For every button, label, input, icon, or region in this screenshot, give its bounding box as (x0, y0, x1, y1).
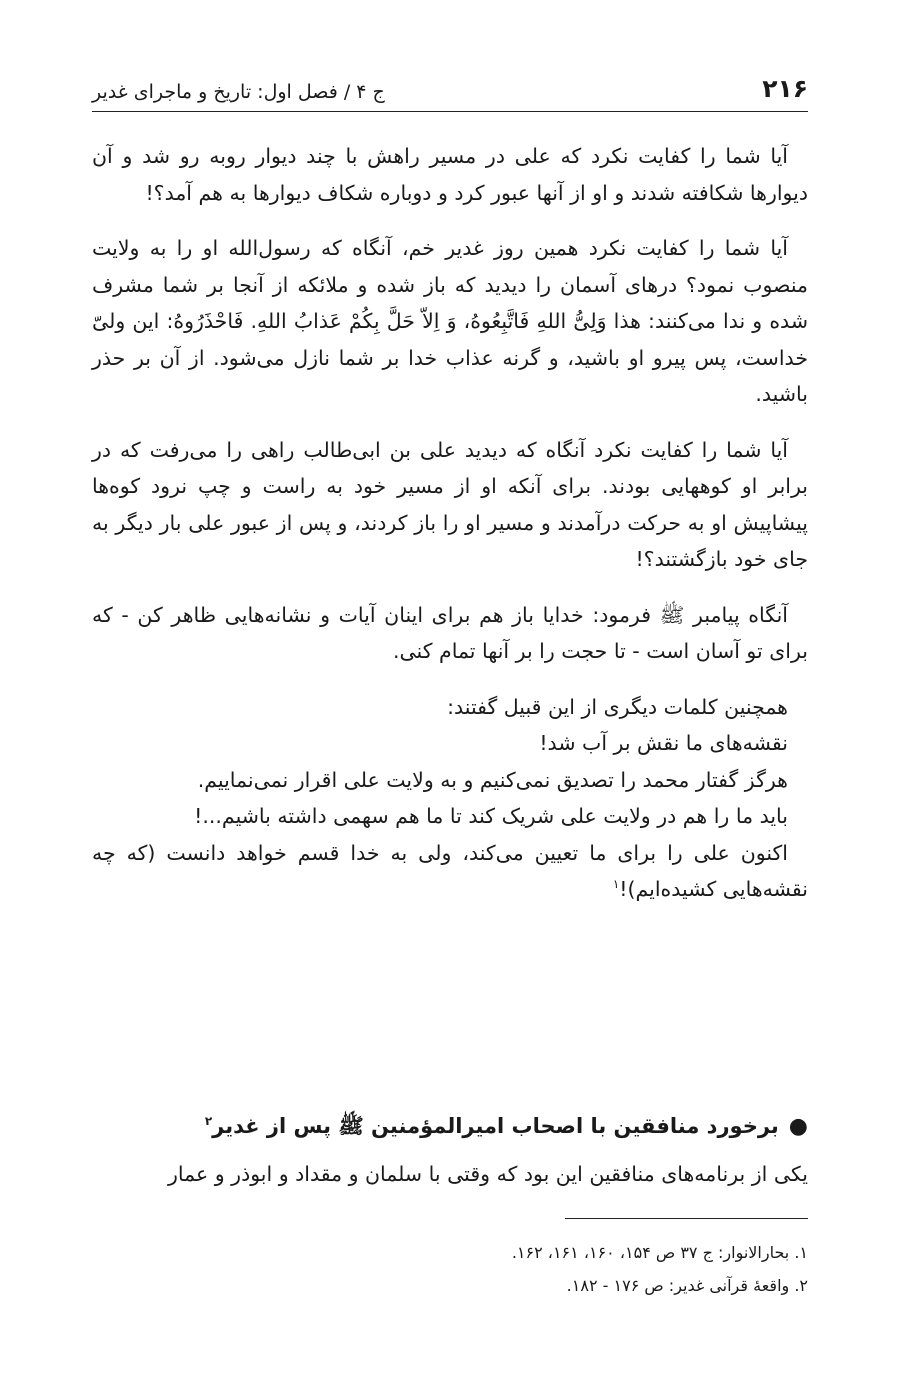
section-body: یکی از برنامه‌های منافقین این بود که وقتی با سلمان و مقداد و ابوذر و عمار (168, 1162, 808, 1186)
quote-line: باید ما را هم در ولایت علی شریک کند تا ما هم سهمی داشته باشیم...! (194, 804, 788, 828)
running-header (92, 68, 808, 112)
quote-block (92, 689, 808, 908)
paragraph: آیا شما را کفایت نکرد که علی در مسیر راهش با چند دیوار روبه رو شد و آن دیوارها شکافته شدند و او از آنها عبور کرد و دوباره شکاف دیوارها به هم آمد؟! (92, 144, 808, 205)
quote-last-line (92, 835, 808, 908)
section-heading (92, 1108, 808, 1145)
bullet-icon: ● (788, 1114, 808, 1139)
footnote: ۲. واقعهٔ قرآنی غدیر: ص ۱۷۶ - ۱۸۲. (566, 1276, 808, 1295)
paragraph: آیا شما را کفایت نکرد همین روز غدیر خم، آنگاه که رسول‌الله او را به ولایت منصوب نمود؟ درهای آسمان را دیدید که باز شده و ملائکه از آنجا بر شما مشرف شده و ندا می‌کنند: هذا وَلِیُّ اللهِ فَاتَّبِعُوهُ، وَ اِلاّ حَلَّ بِکُمْ عَذابُ اللهِ. فَاحْذَرُوهُ: این ولیّ خداست، پس پیرو او باشید، و گرنه عذاب خدا بر شما نازل می‌شود. از آن بر حذر باشید. (92, 236, 808, 406)
section-heading-text: برخورد منافقین با اصحاب امیرالمؤمنین ﷺ پس از غدیر (212, 1114, 779, 1138)
header-title: ج ۴ / فصل اول: تاریخ و ماجرای غدیر (92, 81, 385, 103)
quote-line: نقشه‌های ما نقش بر آب شد! (539, 731, 788, 755)
quote-last-line-text: اکنون علی را برای ما تعیین می‌کند، ولی به خدا قسم خواهد دانست (که چه نقشه‌هایی کشیده‌ایم)! (92, 840, 808, 901)
footnote-divider (565, 1218, 808, 1219)
footnote-marker: ۲ (204, 1114, 213, 1128)
main-text (92, 138, 808, 908)
quote-line: هرگز گفتار محمد را تصدیق نمی‌کنیم و به ولایت علی اقرار نمی‌نماییم. (197, 767, 788, 792)
paragraph: آیا شما را کفایت نکرد آنگاه که دیدید علی بن ابی‌طالب راهی را می‌رفت که در برابر او کوههایی بودند. برای آنکه او از مسیر خود به راست و چپ نرود کوه‌ها پیشاپیش او به حرکت درآمدند و مسیر او را باز کردند، و پس از عبور علی بار دیگر به جای خود بازگشتند؟! (92, 437, 808, 571)
quote-line: همچنین کلمات دیگری از این قبیل گفتند: (447, 694, 788, 719)
paragraph: آنگاه پیامبر ﷺ فرمود: خدایا باز هم برای اینان آیات و نشانه‌هایی ظاهر کن - که برای تو آسان است - تا حجت را بر آنها تمام کنی. (92, 602, 808, 663)
footnote-marker: ۱ (612, 877, 620, 892)
footnotes (92, 1236, 808, 1302)
footnote: ۱. بحارالانوار: ج ۳۷ ص ۱۵۴، ۱۶۰، ۱۶۱، ۱۶۲. (511, 1243, 808, 1262)
page-number: ۲۱۶ (762, 74, 808, 103)
